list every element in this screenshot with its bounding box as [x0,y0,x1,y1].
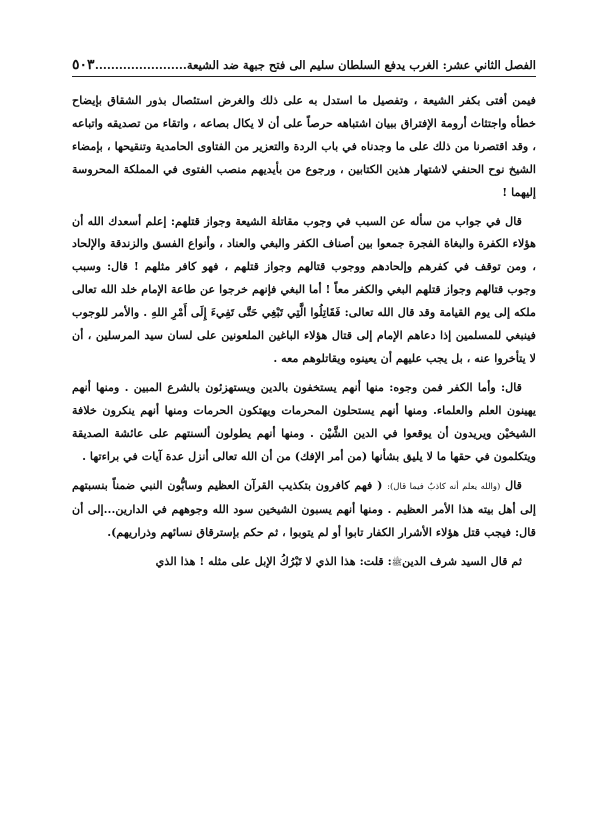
paragraph-5-text: : قلت: هذا الذي لا تَبْرُكُ الإبل على مثله ! هذا الذي [155,554,392,569]
document-body [72,89,536,575]
paragraph-4-aside: (والله يعلم أنه كاذبٌ فيما قال): [387,481,501,492]
paragraph-4-text: ( فهم كافرون بتكذيب القرآن العظيم وسابُّون النبي ضمناً بنسبتهم إلى أهل بيته هذا الأمر العظيم . ومنها أنهم يسبون الشيخين سود الله وجوههم في الدارين...إلى أن قال: فيجب قتل هؤلاء الأشرار الكفار تابوا أو لم يتوبوا ، ثم حكم بإسترقاق نسائهم وذراريهم). [72,477,536,540]
paragraph-1: فيمن أفتى بكفر الشيعة ، وتفصيل ما استدل به على ذلك والغرض استئصال بذور الشقاق بإيضاح خطأه واجتثاث أرومة الإفتراق ببيان اشتباهه حرصاً على أن لا يكال بصاعه ، واتقاء من تصديقه واتباعه ، وقد اقتصرنا من ذلك على ما وجدناه في باب الردة والتعزير من الفتاوى الحامدية وتنقيحها ، بإمضاء الشيخ نوح الحنفي لاشتهار هذين الكتابين ، ورجوع من بأيديهم منصب الفتوى في المملكة المحروسة إليهما ! [72,93,536,199]
paragraph-4 [72,474,536,545]
paragraph-2: قال في جواب من سأله عن السبب في وجوب مقاتلة الشيعة وجواز قتلهم: إعلم أسعدك الله أن هؤلاء الكفرة والبغاة الفجرة جمعوا بين أصناف الكفر والبغي والعناد ، وأنواع الفسق والزندقة والإلحاد ، ومن توقف في كفرهم وإلحادهم ووجوب قتالهم وجواز قتلهم ، فهو كافر مثلهم ! قال: وسبب وجوب قتالهم وجواز قتلهم البغي والكفر معاً ! أما البغي فإنهم خرجوا عن طاعة الإمام خلد الله تعالى ملكه إلى يوم القيامة وقد قال الله تعالى: فَقَاتِلُوا الَّتِي تَبْغِي حَتَّى تَفِيءَ إِلَى أَمْرِ اللهِ . والأمر للوجوب فينبغي للمسلمين إذا دعاهم الإمام إلى قتال هؤلاء الباغين الملعونين على لسان سيد المرسلين ، أن لا يتأخروا عنه ، بل يجب عليهم أن يعينوه ويقاتلوهم معه . [72,213,536,365]
honorific-symbol: ﷺ [391,558,403,569]
page-number: ٥٠٣ [72,57,95,73]
paragraph-3: قال: وأما الكفر فمن وجوه: منها أنهم يستخفون بالدين ويستهزئون بالشرع المبين . ومنها أنهم يهينون العلم والعلماء. ومنها أنهم يستحلون المحرمات ويهتكون الحرمات ومنها أنهم ينكرون خلافة الشيخيْن ويريدون أن يوقعوا في الدين الشَّيْن . ومنها أنهم يطولون ألسنتهم على عائشة الصديقة ويتكلمون في حقها ما لا يليق بشأنها (من أمر الإفك) من أن الله تعالى أنزل عدة آيات في براءتها . [72,379,536,463]
paragraph-4-lead: قال [505,477,522,492]
paragraph-5-lead: ثم قال السيد شرف الدين [402,554,522,569]
document-page [72,55,536,575]
header-title: الفصل الثاني عشر: الغرب يدفع السلطان سليم الى فتح جبهة ضد الشيعة....................... [94,58,536,72]
paragraph-5 [72,550,536,575]
running-header [72,55,536,77]
